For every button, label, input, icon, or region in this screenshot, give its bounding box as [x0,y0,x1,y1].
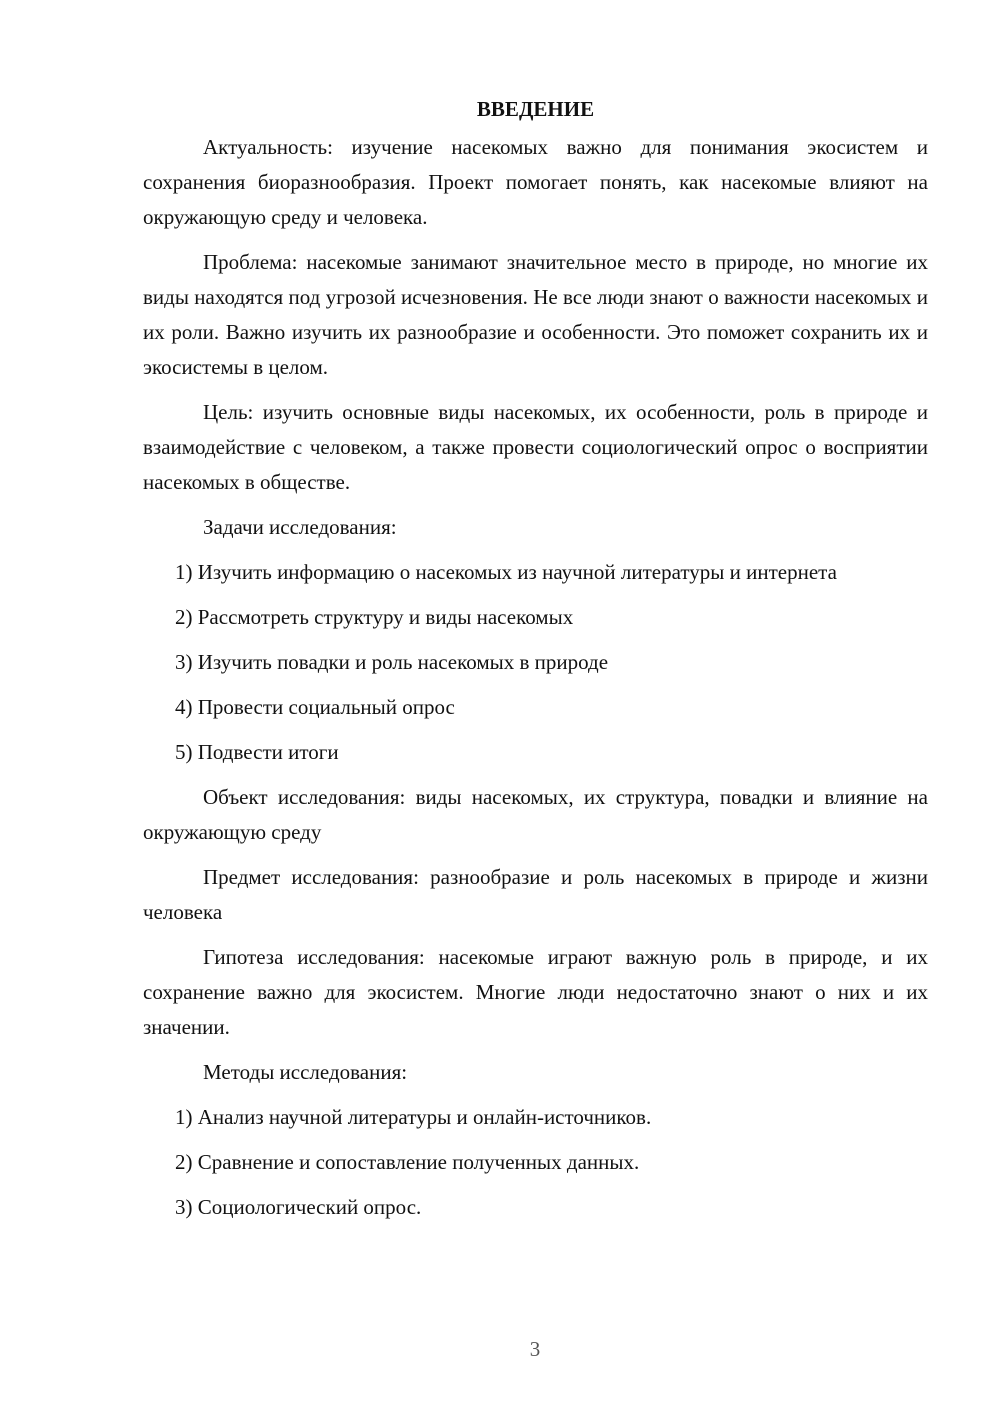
subject-paragraph: Предмет исследования: разнообразие и роль насекомых в природе и жизни человека [143,865,928,924]
methods-list [143,1100,928,1225]
problem-paragraph: Проблема: насекомые занимают значительное место в природе, но многие их виды находятся под угрозой исчезновения. Не все люди знают о важности насекомых и их роли. Важно изучить их разнообразие и особенности. Это поможет сохранить их и экосистемы в целом. [143,250,928,379]
page-content [143,92,928,1235]
methods-heading: Методы исследования: [203,1060,408,1084]
method-item: 3) Социологический опрос. [175,1195,422,1219]
section-title: ВВЕДЕНИЕ [476,97,595,121]
tasks-list [143,555,928,770]
task-item: 3) Изучить повадки и роль насекомых в природе [175,650,609,674]
goal-paragraph: Цель: изучить основные виды насекомых, их особенности, роль в природе и взаимодействие с человеком, а также провести социологический опрос о восприятии насекомых в обществе. [143,400,928,494]
method-item: 2) Сравнение и сопоставление полученных данных. [175,1150,640,1174]
method-item: 1) Анализ научной литературы и онлайн-источников. [175,1105,652,1129]
task-item: 1) Изучить информацию о насекомых из научной литературы и интернета [175,560,837,584]
hypothesis-paragraph: Гипотеза исследования: насекомые играют важную роль в природе, и их сохранение важно для экосистем. Многие люди недостаточно знают о них и их значении. [143,945,928,1039]
task-item: 5) Подвести итоги [175,740,339,764]
relevance-paragraph: Актуальность: изучение насекомых важно для понимания экосистем и сохранения биоразнообразия. Проект помогает понять, как насекомые влияют на окружающую среду и человека. [143,135,928,229]
object-paragraph: Объект исследования: виды насекомых, их структура, повадки и влияние на окружающую среду [143,785,928,844]
task-item: 4) Провести социальный опрос [175,695,455,719]
tasks-heading: Задачи исследования: [203,515,397,539]
page-number: 3 [529,1337,541,1361]
task-item: 2) Рассмотреть структуру и виды насекомых [175,605,574,629]
